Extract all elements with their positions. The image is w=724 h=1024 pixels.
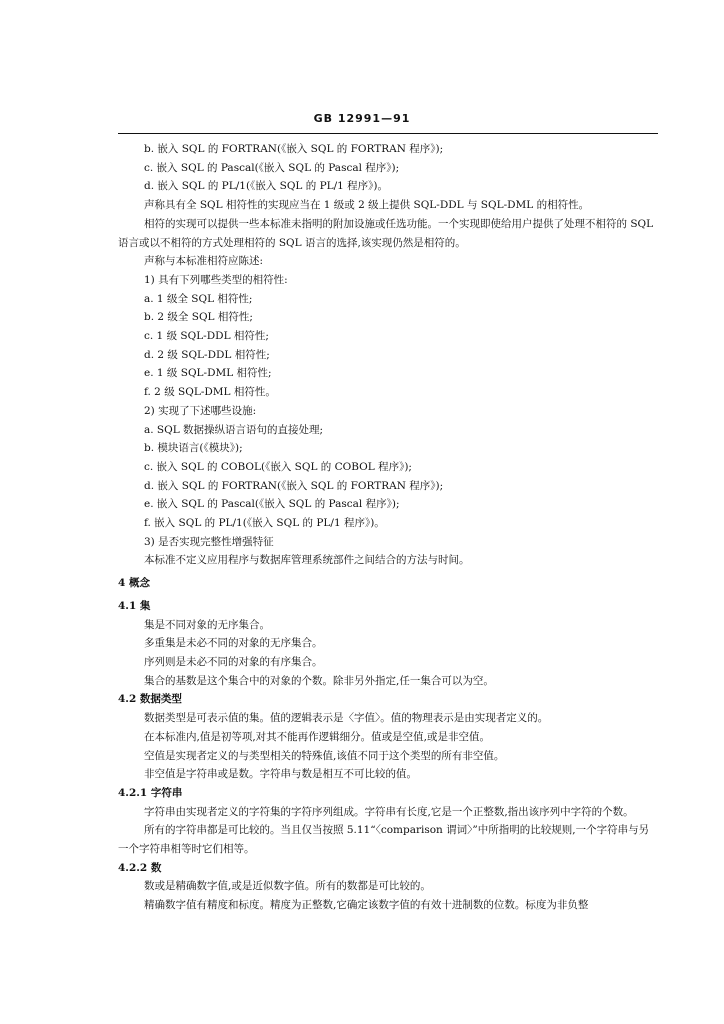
section-heading: 4 概念 — [118, 577, 150, 590]
text-line: 声称具有全 SQL 相符性的实现应当在 1 级或 2 级上提供 SQL-DDL 与 SQL-DML 的相符性。 — [144, 199, 590, 212]
text-line: d. 2 级 SQL-DDL 相符性; — [144, 348, 270, 361]
text-line: 集合的基数是这个集合中的对象的个数。除非另外指定,任一集合可以为空。 — [144, 674, 494, 687]
text-line: b. 嵌入 SQL 的 FORTRAN(《嵌入 SQL 的 FORTRAN 程序》); — [144, 143, 444, 155]
text-line: 2) 实现了下述哪些设施: — [144, 404, 257, 417]
text-line: 1) 具有下列哪些类型的相符性: — [144, 273, 288, 286]
text-line: 非空值是字符串或是数。字符串与数是相互不可比较的值。 — [144, 768, 417, 781]
section-heading: 4.2.2 数 — [118, 861, 162, 874]
text-line: c. 1 级 SQL-DDL 相符性; — [144, 330, 269, 343]
text-line: 多重集是未必不同的对象的无序集合。 — [144, 637, 323, 650]
text-line: 序列则是未必不同的对象的有序集合。 — [144, 655, 323, 668]
text-line: 空值是实现者定义的与类型相关的特殊值,该值不同于这个类型的所有非空值。 — [144, 749, 505, 762]
document-body — [118, 140, 658, 915]
text-line: b. 2 级全 SQL 相符性; — [144, 311, 253, 324]
text-line: 字符串由实现者定义的字符集的字符序列组成。字符串有长度,它是一个正整数,指出该序列中字符的个数。 — [144, 805, 634, 818]
text-line: 数据类型是可表示值的集。值的逻辑表示是〈字值〉。值的物理表示是由实现者定义的。 — [144, 712, 549, 725]
section-heading: 4.1 集 — [118, 599, 151, 612]
text-line: 3) 是否实现完整性增强特征 — [144, 535, 274, 548]
text-line: e. 嵌入 SQL 的 Pascal(《嵌入 SQL 的 Pascal 程序》); — [144, 498, 400, 511]
text-line: 声称与本标准相符应陈述: — [144, 255, 264, 268]
text-line: b. 模块语言(《模块》); — [144, 442, 243, 455]
text-line: f. 2 级 SQL-DML 相符性。 — [144, 386, 276, 399]
text-line: 集是不同对象的无序集合。 — [144, 618, 270, 631]
text-line: c. 嵌入 SQL 的 COBOL(《嵌入 SQL 的 COBOL 程序》); — [144, 460, 412, 473]
section-heading: 4.2 数据类型 — [118, 693, 182, 706]
text-line: e. 1 级 SQL-DML 相符性; — [144, 367, 272, 380]
text-line: 精确数字值有精度和标度。精度为正整数,它确定该数字值的有效十进制数的位数。标度为非负整 — [144, 899, 589, 912]
text-line: 所有的字符串都是可比较的。当且仅当按照 5.11“〈comparison 谓词〉”中所指明的比较规则,一个字符串与另一个字符串相等时它们相等。 — [118, 824, 650, 856]
text-line: 本标准不定义应用程序与数据库管理系统部件之间结合的方法与时间。 — [144, 554, 470, 567]
text-line: c. 嵌入 SQL 的 Pascal(《嵌入 SQL 的 Pascal 程序》); — [144, 161, 400, 174]
text-line: d. 嵌入 SQL 的 FORTRAN(《嵌入 SQL 的 FORTRAN 程序》); — [144, 479, 444, 492]
text-line: 相符的实现可以提供一些本标准未指明的附加设施或任选功能。一个实现即使给用户提供了处理不相符的 SQL 语言或以不相符的方式处理相符的 SQL 语言的选择,该实现仍然是相符的。 — [118, 217, 654, 249]
text-line: d. 嵌入 SQL 的 PL/1(《嵌入 SQL 的 PL/1 程序》)。 — [144, 180, 389, 193]
header-rule — [118, 133, 658, 134]
text-line: f. 嵌入 SQL 的 PL/1(《嵌入 SQL 的 PL/1 程序》)。 — [144, 517, 385, 530]
text-line: 在本标准内,值是初等项,对其不能再作逻辑细分。值或是空值,或是非空值。 — [144, 730, 491, 743]
text-line: a. SQL 数据操纵语言语句的直接处理; — [144, 423, 324, 436]
section-heading: 4.2.1 字符串 — [118, 786, 183, 799]
page-header: GB 12991—91 — [313, 112, 411, 125]
text-line: 数或是精确数字值,或是近似数字值。所有的数都是可比较的。 — [144, 880, 431, 893]
text-line: a. 1 级全 SQL 相符性; — [144, 292, 253, 305]
